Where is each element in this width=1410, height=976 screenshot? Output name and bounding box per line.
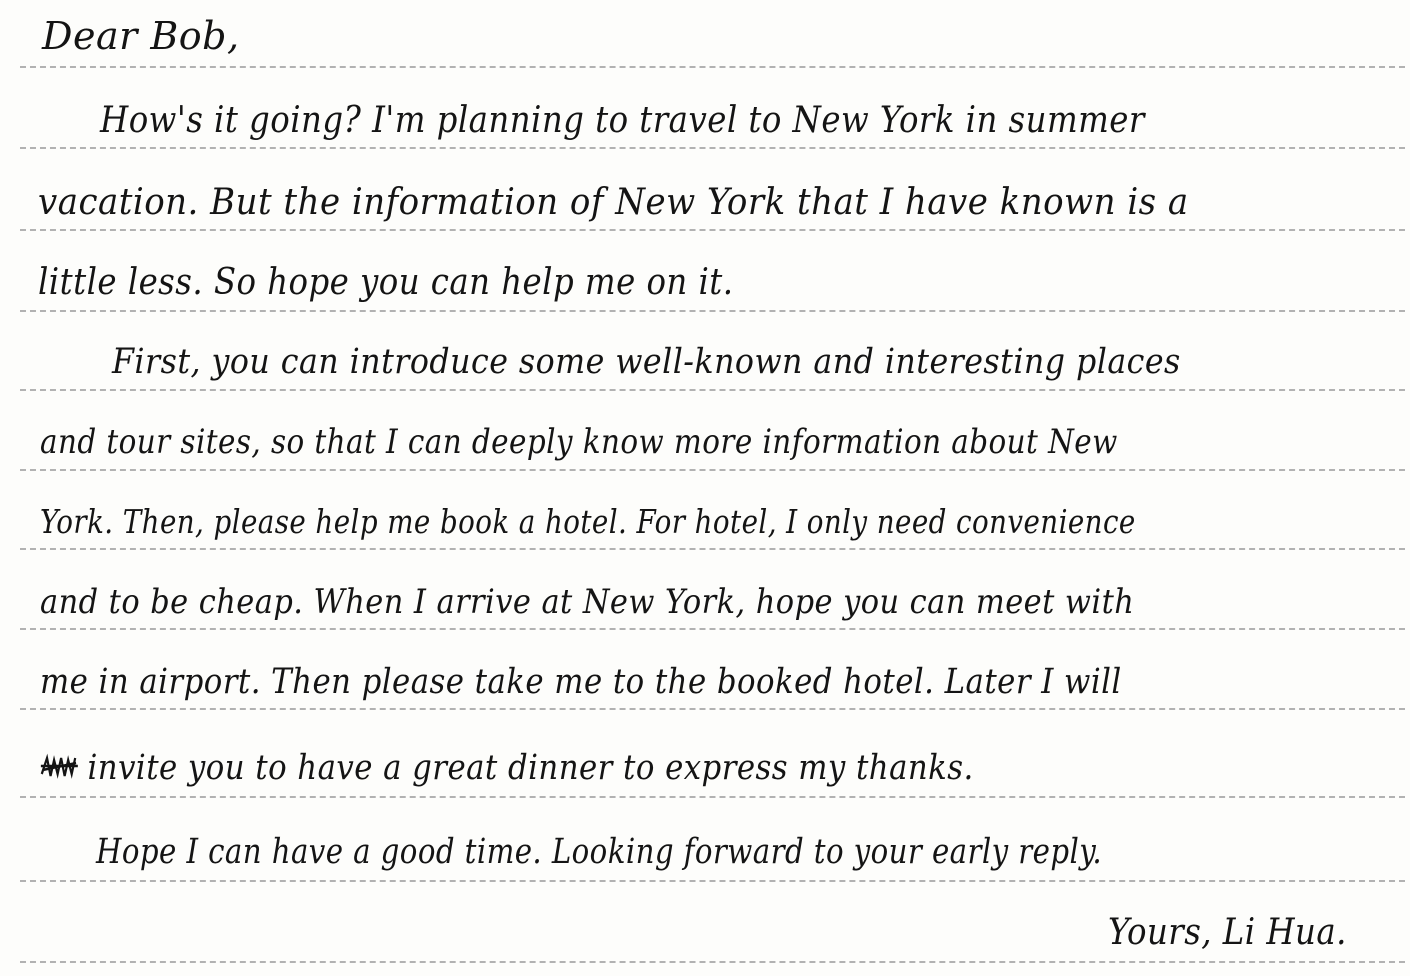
ruled-line	[20, 147, 1405, 149]
ruled-line	[20, 389, 1405, 391]
ruled-line	[20, 880, 1405, 882]
letter-line-text: invite you to have a great dinner to express my thanks.	[87, 748, 974, 788]
letter-line: me in airport. Then please take me to the booked hotel. Later I will	[40, 662, 1122, 702]
letter-line: Hope I can have a good time. Looking forward to your early reply.	[96, 832, 1103, 872]
ruled-line	[20, 796, 1405, 798]
ruled-line	[20, 548, 1405, 550]
ruled-line	[20, 310, 1405, 312]
salutation: Dear Bob,	[42, 14, 240, 58]
ruled-line	[20, 66, 1405, 68]
closing-signature: Yours, Li Hua.	[1108, 912, 1347, 953]
crossed-out-scribble	[40, 752, 79, 782]
letter-line-with-correction	[40, 748, 974, 788]
letter-line: First, you can introduce some well-known and interesting places	[112, 342, 1181, 382]
letter-line: and tour sites, so that I can deeply know more information about New	[40, 422, 1118, 462]
ruled-line	[20, 469, 1405, 471]
letter-line: How's it going? I'm planning to travel to New York in summer	[100, 100, 1145, 141]
letter-line: vacation. But the information of New York that I have known is a	[38, 182, 1189, 223]
ruled-line	[20, 628, 1405, 630]
ruled-line	[20, 961, 1405, 963]
letter-line: and to be cheap. When I arrive at New York, hope you can meet with	[40, 582, 1135, 622]
letter-line: little less. So hope you can help me on it.	[38, 262, 734, 303]
ruled-line	[20, 708, 1405, 710]
ruled-line	[20, 229, 1405, 231]
letter-line: York. Then, please help me book a hotel. For hotel, I only need convenience	[40, 502, 1136, 541]
